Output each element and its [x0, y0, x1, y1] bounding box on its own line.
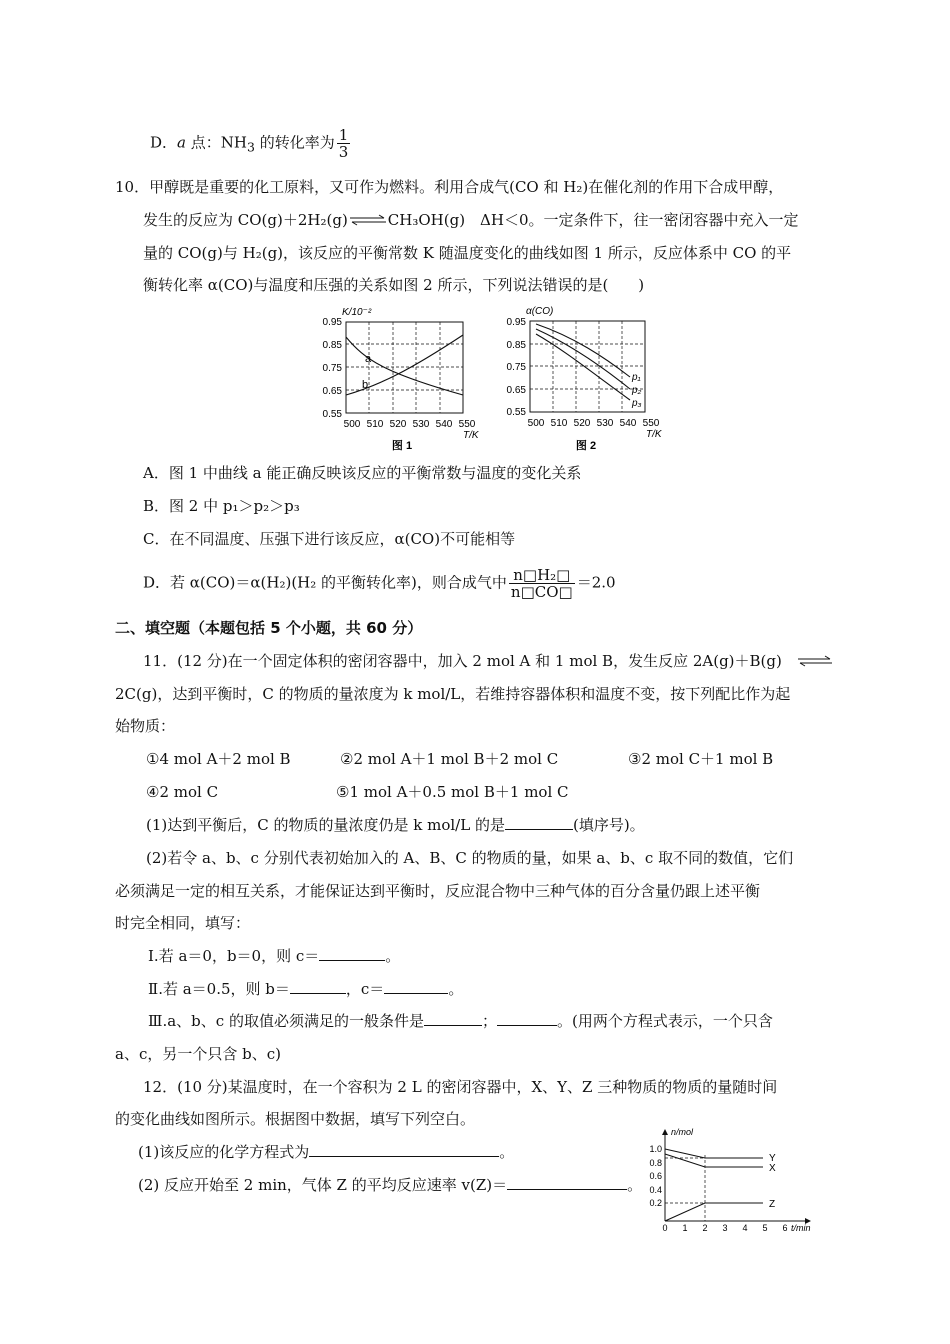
fig1-caption: 图 1 — [391, 440, 413, 452]
fraction-denominator: n□CO□ — [510, 583, 573, 601]
fig3-xtick: 4 — [742, 1223, 748, 1233]
q11-option-3: ③2 mol C＋1 mol B — [628, 750, 774, 768]
q10-line-4: 衡转化率 α(CO)与温度和压强的关系如图 2 所示，下列说法错误的是( ) — [143, 276, 645, 294]
fig1-ytick: 0.95 — [322, 317, 342, 328]
q11-item-3-end: 。(用两个方程式表示，一个只含 — [556, 1012, 773, 1030]
q11-part-1-text: (1)达到平衡后，C 的物质的量浓度仍是 k mol/L 的是 — [146, 816, 505, 834]
q11-text-1: 11．(12 分)在一个固定体积的密闭容器中，加入 2 mol A 和 1 mol B，发生反应 2A(g)＋B(g) — [143, 652, 782, 670]
q12-part-1 — [138, 1142, 514, 1162]
var-a: a — [177, 133, 186, 152]
q11-line-3: 始物质： — [115, 717, 176, 735]
answer-blank[interactable] — [424, 1011, 482, 1026]
fig3-ylabel: n/mol — [671, 1127, 694, 1137]
fig1-xtick: 500 — [343, 419, 361, 430]
fig3-y-arrow — [662, 1129, 668, 1135]
q10-line-1 — [115, 177, 783, 197]
fig2-xtick: 510 — [550, 418, 568, 429]
option-d-text: D．若 α(CO)＝α(H₂)(H₂ 的平衡转化率)，则合成气中 — [143, 573, 507, 592]
fig3-xtick: 6 — [782, 1223, 788, 1233]
fig1-xtick: 530 — [412, 419, 430, 430]
q11-item-1-text: Ⅰ.若 a＝0，b＝0，则 c＝ — [148, 947, 320, 965]
fig1-ytick: 0.65 — [322, 386, 342, 397]
fig1-grid — [346, 322, 463, 413]
fig3-ytick: 1.0 — [649, 1144, 662, 1154]
q11-part-1 — [146, 815, 645, 835]
fig3-xlabel: t/min — [791, 1223, 811, 1233]
option-text-2: 的转化率为 — [254, 133, 335, 152]
fig3-xtick: 1 — [682, 1223, 688, 1233]
q10-line-3: 量的 CO(g)与 H₂(g)，该反应的平衡常数 K 随温度变化的曲线如图 1 所示，反应体系中 CO 的平 — [143, 244, 792, 262]
fig3-label-x: X — [769, 1163, 776, 1174]
fig2-xtick: 500 — [527, 418, 545, 429]
fig3-line-z — [665, 1203, 763, 1221]
fig2-curve-p1 — [536, 324, 630, 377]
q11-part-2-line-2: 必须满足一定的相互关系，才能保证达到平衡时，反应混合物中三种气体的百分含量仍跟上述平衡 — [115, 882, 761, 900]
fig1-ytick: 0.55 — [322, 409, 342, 420]
fig2-xtick: 530 — [596, 418, 614, 429]
q10-option-c: C．在不同温度、压强下进行该反应，α(CO)不可能相等 — [143, 530, 516, 548]
fig3-label-y: Y — [769, 1153, 776, 1164]
fig1-ytick: 0.75 — [322, 363, 342, 374]
fig3-line-y — [665, 1149, 763, 1158]
answer-blank[interactable] — [309, 1142, 499, 1157]
fig2-xlabel: T/K — [646, 429, 662, 440]
q11-line-2: 2C(g)，达到平衡时，C 的物质的量浓度为 k mol/L，若维持容器体积和温度不变，按下列配比作为起 — [115, 685, 791, 703]
fig2-ytick: 0.85 — [506, 340, 526, 351]
q10-line-2 — [143, 210, 799, 231]
fig1-xtick: 510 — [366, 419, 384, 430]
q11-item-3-line-2: a、c，另一个只含 b、c) — [115, 1045, 281, 1063]
fig3-ytick: 0.2 — [649, 1198, 662, 1208]
q11-part-2-line-3: 时完全相同，填写： — [115, 914, 251, 932]
punct: 。 — [448, 980, 464, 998]
q11-item-3 — [148, 1011, 773, 1031]
figure-2-chart — [494, 302, 674, 459]
answer-blank[interactable] — [384, 979, 448, 994]
option-label: D． — [150, 133, 178, 152]
fig3-ytick: 0.4 — [649, 1185, 662, 1195]
fig2-xtick: 540 — [619, 418, 637, 429]
answer-blank[interactable] — [319, 946, 385, 961]
q10-number: 10． — [115, 178, 150, 196]
q11-item-2-mid: ，c＝ — [345, 980, 385, 998]
q12-part-2-text: (2) 反应开始至 2 min，气体 Z 的平均反应速率 v(Z)＝ — [138, 1176, 508, 1194]
q11-item-2 — [148, 979, 463, 999]
q10-option-d — [143, 567, 616, 600]
fig2-ylabel: α(CO) — [526, 306, 554, 317]
fig2-xtick: 550 — [642, 418, 660, 429]
fig1-frame — [346, 322, 463, 413]
q10-option-b: B．图 2 中 p₁＞p₂＞p₃ — [143, 497, 300, 515]
q11-part-2-line-1: (2)若令 a、b、c 分别代表初始加入的 A、B、C 的物质的量，如果 a、b、c 取不同的数值，它们 — [146, 849, 794, 867]
answer-blank[interactable] — [497, 1011, 557, 1026]
q11-part-1-end: (填序号)。 — [572, 816, 645, 834]
q9-option-d — [150, 127, 352, 160]
fig2-ytick: 0.75 — [506, 362, 526, 373]
fraction-numerator: 1 — [338, 126, 349, 144]
q12-part-1-text: (1)该反应的化学方程式为 — [138, 1143, 310, 1161]
q11-option-1: ①4 mol A＋2 mol B — [146, 750, 291, 768]
fig3-xtick: 2 — [702, 1223, 708, 1233]
fig3-line-x — [665, 1154, 763, 1167]
fig2-label-p1: p₁ — [632, 372, 641, 383]
q11-item-2-text: Ⅱ.若 a＝0.5，则 b＝ — [148, 980, 290, 998]
fig2-label-p2: p₂ — [632, 385, 642, 396]
punct: 。 — [627, 1176, 643, 1194]
equilibrium-arrow-icon — [796, 652, 834, 672]
fraction-numerator: n□H₂□ — [509, 567, 575, 584]
fig2-curve-p2 — [536, 329, 630, 389]
q12-line-1: 12．(10 分)某温度时，在一个容积为 2 L 的密闭容器中，X、Y、Z 三种物质的物质的量随时间 — [143, 1078, 778, 1096]
fig2-ytick: 0.55 — [506, 407, 526, 418]
fig1-label-a: a — [365, 353, 372, 365]
q11-option-5: ⑤1 mol A＋0.5 mol B＋1 mol C — [336, 783, 569, 801]
fig2-label-p3: p₃ — [632, 398, 642, 409]
fraction-denominator: 3 — [338, 143, 349, 161]
q11-line-1 — [143, 651, 834, 672]
fig3-xtick: 0 — [662, 1223, 668, 1233]
q12-line-2: 的变化曲线如图所示。根据图中数据，填写下列空白。 — [115, 1110, 476, 1128]
fig2-ytick: 0.95 — [506, 317, 526, 328]
fig3-xtick: 3 — [722, 1223, 728, 1233]
q10-text-2b: CH₃OH(g) ΔH＜0。一定条件下，往一密闭容器中充入一定 — [387, 211, 799, 229]
q10-text-1: 甲醇既是重要的化工原料，又可作为燃料。利用合成气(CO 和 H₂)在催化剂的作用下合成甲醇， — [149, 178, 784, 196]
q10-text-2a: 发生的反应为 CO(g)＋2H₂(g) — [143, 211, 348, 229]
option-d-value: ＝2.0 — [576, 573, 616, 592]
q12-part-2 — [138, 1175, 642, 1195]
q11-item-3-text: Ⅲ.a、b、c 的取值必须满足的一般条件是 — [148, 1012, 424, 1030]
q11-item-3-mid: ； — [481, 1012, 497, 1030]
q11-option-2: ②2 mol A＋1 mol B＋2 mol C — [340, 750, 559, 768]
fig2-ytick: 0.65 — [506, 385, 526, 396]
fig1-xtick: 540 — [435, 419, 453, 430]
subscript: 3 — [246, 139, 255, 155]
fig1-ytick: 0.85 — [322, 340, 342, 351]
fig2-xtick: 520 — [573, 418, 591, 429]
fig1-xtick: 520 — [389, 419, 407, 430]
section-2-heading: 二、填空题（本题包括 5 个小题，共 60 分） — [115, 619, 423, 637]
answer-blank[interactable] — [507, 1175, 627, 1190]
punct: 。 — [499, 1143, 515, 1161]
fig1-ylabel: K/10⁻² — [342, 307, 372, 318]
fraction-one-third — [337, 127, 351, 160]
fig1-label-b: b — [362, 379, 369, 391]
equilibrium-arrow-icon — [348, 211, 388, 231]
fig2-caption: 图 2 — [575, 440, 597, 452]
answer-blank[interactable] — [505, 815, 573, 830]
fig3-ytick: 0.8 — [649, 1158, 662, 1168]
option-text: 点：NH — [185, 133, 247, 152]
fig3-xtick: 5 — [762, 1223, 768, 1233]
fig3-ytick: 0.6 — [649, 1171, 662, 1181]
fig3-label-z: Z — [769, 1199, 776, 1210]
fig1-xtick: 550 — [458, 419, 476, 430]
q11-option-4: ④2 mol C — [146, 783, 219, 801]
punct: 。 — [385, 947, 401, 965]
answer-blank[interactable] — [290, 979, 346, 994]
ratio-fraction — [509, 567, 575, 600]
figure-3-chart — [645, 1125, 825, 1239]
fig1-xlabel: T/K — [463, 430, 479, 441]
q11-item-1 — [148, 946, 400, 966]
figure-1-chart — [310, 305, 490, 459]
q10-option-a: A．图 1 中曲线 a 能正确反映该反应的平衡常数与温度的变化关系 — [143, 464, 582, 482]
